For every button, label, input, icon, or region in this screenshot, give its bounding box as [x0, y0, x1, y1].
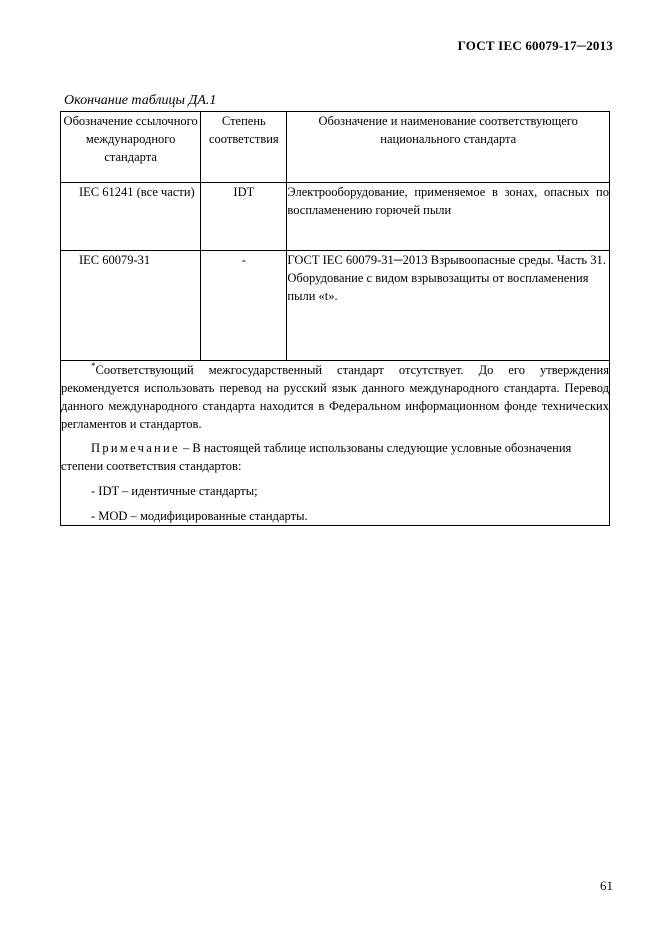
degree-cell: IDT	[201, 183, 287, 251]
notes-cell	[61, 361, 610, 526]
notes-row	[61, 361, 610, 526]
note-list-item: - MOD – модифицированные стандарты.	[91, 509, 308, 523]
table-row	[61, 183, 610, 251]
document-header: ГОСТ IEC 60079-17─2013	[457, 38, 613, 53]
note	[61, 439, 609, 475]
footnote-marker: *	[91, 360, 96, 371]
national-standard-cell: ГОСТ IEC 60079-31─2013 Взрывоопасные среды. Часть 31. Оборудование с видом взрывозащиты от воспламенения пыли «t».	[287, 251, 610, 361]
ref-standard-cell: IEC 60079-31	[79, 253, 151, 267]
column-header-national: Обозначение и наименование соответствующего национального стандарта	[287, 112, 610, 183]
page-number: 61	[600, 878, 613, 893]
table-header-row	[61, 112, 610, 183]
degree-cell: -	[201, 251, 287, 361]
table-row	[61, 251, 610, 361]
ref-standard-cell: IEC 61241 (все части)	[79, 185, 195, 199]
note-label: Примечание	[91, 441, 180, 455]
footnote-text: Соответствующий межгосударственный стандарт отсутствует. До его утверждения рекомендуется использовать перевод на русский язык данного международного стандарта. Перевод данного международного стандарта находится в Федеральном информационном фонде технических регламентов и стандартов.	[61, 363, 609, 431]
table-caption: Окончание таблицы ДА.1	[64, 93, 217, 108]
column-header-degree: Степень соответствия	[201, 112, 287, 183]
correspondence-table	[60, 111, 610, 526]
note-list-item: - IDT – идентичные стандарты;	[91, 484, 258, 498]
column-header-ref: Обозначение ссылочного международного стандарта	[61, 112, 201, 183]
note-text: – В настоящей таблице использованы следующие условные обозначения степени соответствия стандартов:	[61, 441, 572, 473]
footnote	[61, 361, 609, 433]
national-standard-cell: Электрооборудование, применяемое в зонах, опасных по воспламенению горючей пыли	[287, 183, 610, 251]
